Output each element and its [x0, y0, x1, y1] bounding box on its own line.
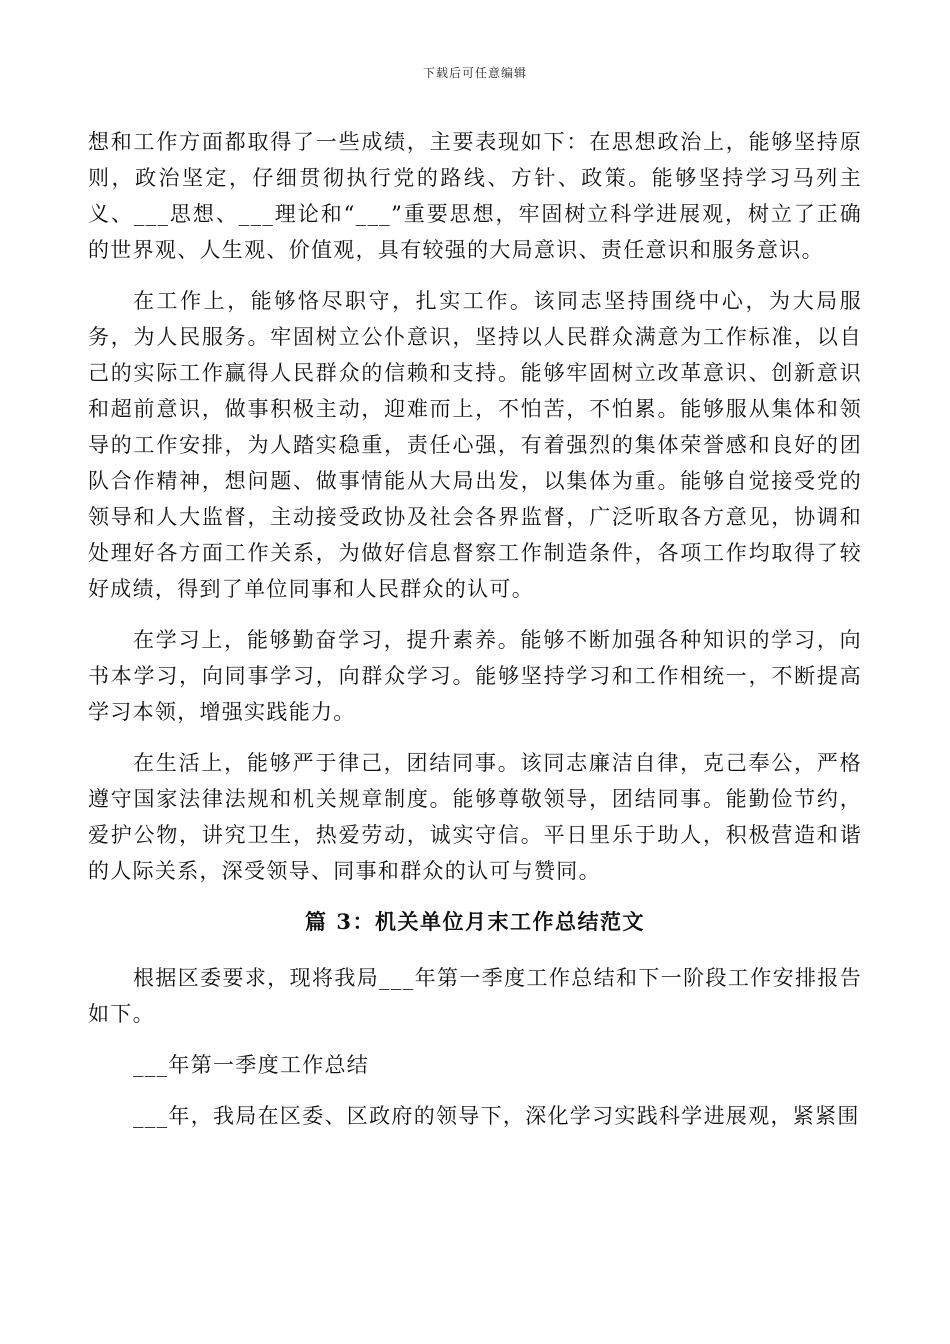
- paragraph-summary-start: ___年，我局在区委、区政府的领导下，深化学习实践科学进展观，紧紧围: [133, 1104, 860, 1128]
- page-header: 下载后可任意编辑: [422, 66, 527, 80]
- paragraph-work: 在工作上，能够恪尽职守，扎实工作。该同志坚持围绕中心，为大局服务，为人民服务。牢固树立公仆意识，坚持以人民群众满意为工作标准，以自己的实际工作赢得人民群众的信赖和支持。能够牢固树立改革意识、创新意识和超前意识，做事积极主动，迎难而上，不怕苦，不怕累。能够服从集体和领导的工作安排，为人踏实稳重，责任心强，有着强烈的集体荣誉感和良好的团队合作精神，想问题、做事情能从大局出发，以集体为重。能够自觉接受党的领导和人大监督，主动接受政协及社会各界监督，广泛听取各方意见，协调和处理好各方面工作关系，为做好信息督察工作制造条件，各项工作均取得了较好成绩，得到了单位同事和人民群众的认可。: [88, 289, 862, 601]
- paragraph-life: 在生活上，能够严于律己，团结同事。该同志廉洁自律，克己奉公，严格遵守国家法律法规和机关规章制度。能够尊敬领导，团结同事。能勤俭节约，爱护公物，讲究卫生，热爱劳动，诚实守信。平日里乐于助人，积极营造和谐的人际关系，深受领导、同事和群众的认可与赞同。: [88, 751, 862, 883]
- paragraph-thought-politics: 想和工作方面都取得了一些成绩，主要表现如下：在思想政治上，能够坚持原则，政治坚定，仔细贯彻执行党的路线、方针、政策。能够坚持学习马列主义、___思想、___理论和“___”重要思想，牢固树立科学进展观，树立了正确的世界观、人生观、价值观，具有较强的大局意识、责任意识和服务意识。: [88, 130, 862, 262]
- paragraph-study: 在学习上，能够勤奋学习，提升素养。能够不断加强各种知识的学习，向书本学习，向同事学习，向群众学习。能够坚持学习和工作相统一，不断提高学习本领，增强实践能力。: [88, 628, 862, 724]
- section-heading: 篇 3：机关单位月末工作总结范文: [305, 909, 645, 934]
- paragraph-intro: 根据区委要求，现将我局___年第一季度工作总结和下一阶段工作安排报告如下。: [88, 966, 862, 1026]
- paragraph-subtitle: ___年第一季度工作总结: [133, 1053, 370, 1077]
- document-body: [88, 124, 862, 1149]
